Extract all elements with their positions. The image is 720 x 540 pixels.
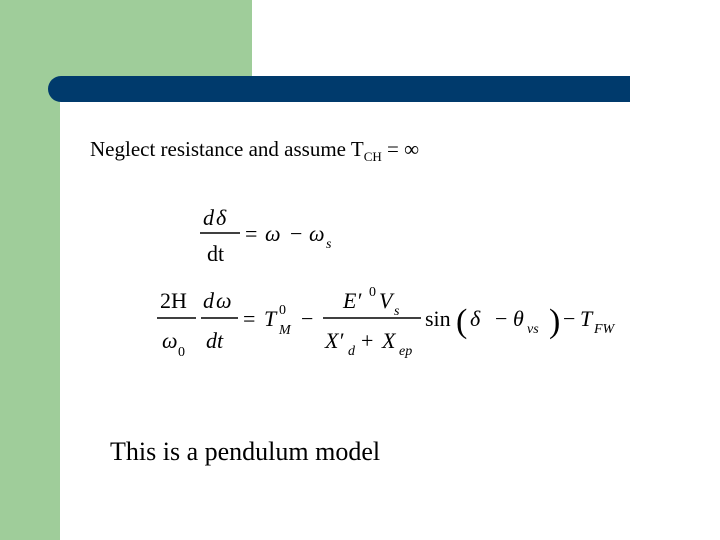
swing-equation-2 — [157, 285, 616, 360]
eq2-T2-sub: FW — [594, 322, 615, 337]
eq2-frac1-2: 2H — [160, 288, 187, 313]
eq1-omega-s: ω — [309, 221, 325, 246]
eq2-lparen: ( — [456, 303, 468, 340]
eq2-frac3-V: V — [379, 288, 393, 313]
eq2-T-sub: M — [279, 323, 291, 338]
eq1-sub-s: s — [326, 237, 332, 252]
eq2-T: T — [264, 306, 277, 331]
eq2-frac3-sub: s — [394, 304, 400, 319]
eq2-delta: δ — [470, 306, 481, 331]
eq2-frac3-sup: 0 — [369, 285, 376, 300]
eq1-minus: − — [290, 221, 303, 246]
eq2-minus2: − — [495, 306, 508, 331]
eq2-sin: sin — [425, 306, 451, 331]
eq2-frac2-omega: ω — [216, 288, 232, 313]
eq2-frac3-sub1: d — [348, 344, 355, 359]
eq1-num-d: d — [203, 205, 214, 230]
eq2-equals: = — [243, 306, 256, 331]
eq2-frac3-plus: + — [361, 328, 374, 353]
eq2-frac1-sub: 0 — [178, 345, 185, 360]
eq1-omega: ω — [265, 221, 281, 246]
eq1-equals: = — [245, 221, 258, 246]
eq2-frac2-d: d — [203, 288, 214, 313]
eq2-frac3-E: E′ — [343, 288, 362, 313]
eq2-rparen: ) — [549, 303, 561, 340]
swing-equation-1 — [200, 205, 332, 266]
eq2-theta-sub: vs — [527, 322, 539, 337]
eq2-frac3-X1: X′ — [325, 328, 344, 353]
eq2-minus1: − — [301, 306, 314, 331]
eq2-minus3: − — [563, 306, 576, 331]
eq2-T2: T — [580, 306, 593, 331]
eq2-frac3-sub2: ep — [399, 344, 413, 359]
eq2-frac3-X2: X — [382, 328, 396, 353]
eq2-frac2-den: dt — [206, 328, 224, 353]
eq1-den: dt — [207, 241, 225, 266]
footer-text: This is a pendulum model — [110, 437, 381, 466]
eq2-T-sup: 0 — [279, 303, 286, 318]
eq2-frac1-omega: ω — [162, 328, 178, 353]
statement-text: Neglect resistance and assume $T_{CH}$ = ∞ — [90, 137, 420, 164]
eq1-num-delta: δ — [216, 205, 227, 230]
eq2-theta: θ — [513, 306, 524, 331]
